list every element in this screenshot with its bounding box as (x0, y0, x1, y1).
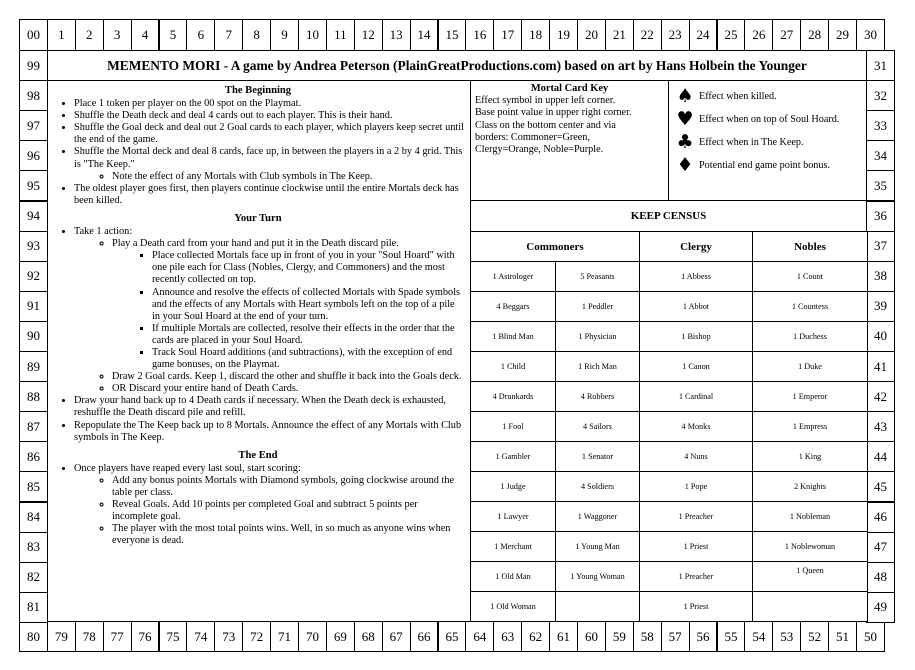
census-cell: 1 Priest (639, 591, 753, 622)
track-space: 73 (214, 621, 243, 652)
track-space: 42 (866, 381, 895, 412)
track-space: 52 (800, 621, 829, 652)
spade-icon: ♠ (676, 85, 694, 107)
census-cell: 1 Physician (555, 321, 640, 352)
track-space: 00 (19, 19, 48, 51)
census-cell: 1 Queen (752, 561, 868, 592)
census-cell: 4 Nuns (639, 441, 753, 472)
track-space: 39 (866, 291, 895, 322)
track-space: 1 (47, 19, 76, 51)
track-space: 95 (19, 170, 48, 201)
track-space: 45 (866, 471, 895, 502)
track-space: 90 (19, 321, 48, 352)
rule-subitem: ◦ The player with the most total points wins. Well, in so much as anyone wins when everyone is dead. (112, 523, 464, 547)
census-cell: 5 Peasants (555, 261, 640, 292)
census-cell: 1 Young Man (555, 531, 640, 562)
census-cell: 1 Priest (639, 531, 753, 562)
track-space: 40 (866, 321, 895, 352)
track-space: 67 (382, 621, 411, 652)
track-space: 14 (410, 19, 439, 51)
track-space: 5 (159, 19, 188, 51)
census-cell: 1 Empress (752, 411, 868, 442)
track-space: 37 (866, 231, 895, 262)
end-heading: The End (238, 449, 278, 461)
track-space: 83 (19, 532, 48, 563)
track-space: 16 (465, 19, 494, 51)
track-space: 29 (828, 19, 857, 51)
track-space: 46 (866, 502, 895, 533)
census-cell: 1 Blind Man (470, 321, 556, 352)
census-cell: 1 Old Man (470, 561, 556, 592)
rule-item: • Place 1 token per player on the 00 spot on the Playmat. (74, 98, 464, 110)
track-space: 47 (866, 532, 895, 563)
track-space: 58 (633, 621, 662, 652)
track-space: 27 (772, 19, 801, 51)
rule-item: • Shuffle the Goal deck and deal out 2 Goal cards to each player, which players keep secret until the end of the game. (74, 122, 464, 146)
census-cell: 1 Rich Man (555, 351, 640, 382)
track-space: 96 (19, 140, 48, 171)
census-cell: 1 Nobleman (752, 501, 868, 532)
track-space: 57 (661, 621, 690, 652)
rule-item: • Shuffle the Mortal deck and deal 8 cards, face up, in between the players in a 2 by 4 grid. This is "The Keep." ◦ Note the effect of any Mortals with Club symbols in The Keep. (74, 146, 464, 182)
track-space: 41 (866, 351, 895, 382)
rule-subitem: ◦ OR Discard your entire hand of Death Cards. (112, 383, 464, 395)
census-cell: 1 Old Woman (470, 591, 556, 622)
card-key-line: borders: Commoner=Green, (475, 131, 590, 143)
track-space: 61 (549, 621, 578, 652)
track-space: 91 (19, 291, 48, 322)
track-space: 21 (605, 19, 634, 51)
census-cell (752, 591, 868, 622)
census-cell: 1 Countess (752, 291, 868, 322)
census-cell: 1 Fool (470, 411, 556, 442)
suit-text: Effect when in The Keep. (699, 137, 804, 148)
track-space: 54 (744, 621, 773, 652)
track-space: 84 (19, 502, 48, 533)
track-space: 87 (19, 411, 48, 442)
census-category-header: Nobles (752, 231, 868, 262)
census-cell: 4 Sailors (555, 411, 640, 442)
track-space: 11 (326, 19, 355, 51)
census-cell: 1 Cardinal (639, 381, 753, 412)
track-space: 88 (19, 381, 48, 412)
rule-item: • Shuffle the Death deck and deal 4 cards out to each player. This is their hand. (74, 110, 464, 122)
census-cell: 1 Judge (470, 471, 556, 502)
track-space: 68 (354, 621, 383, 652)
rule-subitem: ◦ Reveal Goals. Add 10 points per completed Goal and subtract 5 points per incomplete goal. (112, 499, 464, 523)
rule-item: • Take 1 action: ◦ Play a Death card from your hand and put it in the Death discard pile. ▪ Place collected Mortals face up in front of you in your "Soul Hoard" with one pile each for Class (Nobles, Clergy, and Commoners) and the most recently collected on top. ▪ Announce and resolve the effects of collected Mortals with Spade symbols and the effects of any Mortals with Heart symbols left on the top of a pile in your Soul Hoard at the end of your turn. ▪ If multiple Mortals are collected, resolve their effects in the order that the cards are placed in your Soul Hoard. ▪ Track Soul Hoard additions (and subtractions), with the exception of end game bonuses, on the Playmat. ◦ Draw 2 Goal cards. Keep 1, discard the other and shuffle it back into the Goals deck. ◦ OR Discard your entire hand of Death Cards. (74, 226, 464, 395)
rule-subitem: ◦ Note the effect of any Mortals with Club symbols in The Keep. (112, 171, 464, 183)
rule-detail: ▪ If multiple Mortals are collected, resolve their effects in the order that the cards are placed in your Soul Hoard. (152, 323, 464, 347)
mortal-card-key (470, 80, 669, 201)
track-space: 59 (605, 621, 634, 652)
census-cell: 1 King (752, 441, 868, 472)
suit-text: Effect when on top of Soul Hoard. (699, 114, 840, 125)
census-cell: 1 Young Woman (555, 561, 640, 592)
track-space: 30 (856, 19, 885, 51)
census-cell: 1 Preacher (639, 561, 753, 592)
track-space: 9 (270, 19, 299, 51)
track-space: 31 (866, 50, 895, 81)
track-space: 28 (800, 19, 829, 51)
census-category-header: Commoners (470, 231, 640, 262)
rule-detail: ▪ Announce and resolve the effects of collected Mortals with Spade symbols and the effects of any Mortals with Heart symbols left on the top of a pile in your Soul Hoard at the end of your turn. (152, 287, 464, 323)
card-key-line: Base point value in upper right corner. (475, 107, 632, 119)
track-space: 70 (298, 621, 327, 652)
rule-item: • The oldest player goes first, then players continue clockwise until the entire Mortals deck has been killed. (74, 183, 464, 207)
card-key-line: Effect symbol in upper left corner. (475, 95, 616, 107)
track-space: 66 (410, 621, 439, 652)
census-cell: 4 Monks (639, 411, 753, 442)
rule-detail: ▪ Track Soul Hoard additions (and subtractions), with the exception of end game bonuses, on the Playmat. (152, 347, 464, 371)
track-space: 10 (298, 19, 327, 51)
track-space: 26 (744, 19, 773, 51)
track-space: 48 (866, 562, 895, 593)
census-cell: 1 Lawyer (470, 501, 556, 532)
track-space: 93 (19, 231, 48, 262)
census-cell: 1 Abbot (639, 291, 753, 322)
track-space: 56 (689, 621, 718, 652)
track-space: 34 (866, 140, 895, 171)
census-cell (555, 591, 640, 622)
rule-subitem: ◦ Add any bonus points Mortals with Diamond symbols, going clockwise around the table per class. (112, 475, 464, 499)
census-cell: 1 Duke (752, 351, 868, 382)
track-space: 94 (19, 201, 48, 232)
card-key-line: Clergy=Orange, Noble=Purple. (475, 144, 604, 156)
rule-item: • Repopulate the The Keep back up to 8 Mortals. Announce the effect of any Mortals with Club symbols in The Keep. (74, 420, 464, 444)
census-cell: 1 Merchant (470, 531, 556, 562)
track-space: 44 (866, 441, 895, 472)
census-cell: 4 Drunkards (470, 381, 556, 412)
keep-census-heading: KEEP CENSUS (470, 200, 867, 232)
suit-row (675, 131, 860, 154)
census-cell: 1 Bishop (639, 321, 753, 352)
suit-row (675, 154, 860, 177)
track-space: 72 (242, 621, 271, 652)
track-space: 4 (131, 19, 160, 51)
track-space: 7 (214, 19, 243, 51)
track-space: 65 (438, 621, 467, 652)
track-space: 8 (242, 19, 271, 51)
beginning-heading: The Beginning (224, 85, 292, 96)
track-space: 63 (493, 621, 522, 652)
track-space: 35 (866, 170, 895, 201)
track-space: 81 (19, 592, 48, 623)
track-space: 97 (19, 110, 48, 141)
club-icon: ♣ (676, 131, 694, 153)
census-cell: 1 Waggoner (555, 501, 640, 532)
rule-item: • Once players have reaped every last soul, start scoring: ◦ Add any bonus points Mortals with Diamond symbols, going clockwise around the table per class. ◦ Reveal Goals. Add 10 points per completed Goal and subtract 5 points per incomplete goal. ◦ The player with the most total points wins. Well, in so much as anyone wins when everyone is dead. (74, 463, 464, 548)
census-cell: 1 Preacher (639, 501, 753, 532)
suit-text: Effect when killed. (699, 91, 777, 102)
census-cell: 4 Robbers (555, 381, 640, 412)
track-space: 3 (103, 19, 132, 51)
track-space: 43 (866, 411, 895, 442)
rule-detail: ▪ Place collected Mortals face up in front of you in your "Soul Hoard" with one pile each for Class (Nobles, Clergy, and Commoners) and the most recently collected on top. (152, 250, 464, 286)
card-key-line: Class on the bottom center and via (475, 119, 616, 131)
census-category-header: Clergy (639, 231, 753, 262)
census-cell: 1 Count (752, 261, 868, 292)
track-space: 25 (717, 19, 746, 51)
track-space: 98 (19, 80, 48, 111)
census-cell: 1 Abbess (639, 261, 753, 292)
track-space: 62 (521, 621, 550, 652)
census-cell: 1 Canon (639, 351, 753, 382)
track-space: 74 (186, 621, 215, 652)
track-space: 33 (866, 110, 895, 141)
diamond-icon: ♦ (676, 154, 694, 176)
track-space: 82 (19, 562, 48, 593)
track-space: 15 (438, 19, 467, 51)
census-cell: 1 Gambler (470, 441, 556, 472)
census-cell: 1 Pope (639, 471, 753, 502)
track-space: 49 (866, 592, 895, 623)
heart-icon: ♥ (676, 108, 694, 130)
census-cell: 1 Peddler (555, 291, 640, 322)
track-space: 22 (633, 19, 662, 51)
track-space: 69 (326, 621, 355, 652)
census-cell: 1 Senator (555, 441, 640, 472)
card-key-heading: Mortal Card Key (530, 83, 609, 94)
track-space: 76 (131, 621, 160, 652)
track-space: 89 (19, 351, 48, 382)
track-space: 99 (19, 50, 48, 81)
census-cell: 1 Child (470, 351, 556, 382)
census-cell: 1 Noblewoman (752, 531, 868, 562)
track-space: 77 (103, 621, 132, 652)
turn-heading: Your Turn (234, 212, 282, 224)
suit-row (675, 85, 860, 108)
track-space: 12 (354, 19, 383, 51)
track-space: 92 (19, 261, 48, 292)
track-space: 64 (465, 621, 494, 652)
suit-row (675, 108, 860, 131)
track-space: 13 (382, 19, 411, 51)
track-space: 51 (828, 621, 857, 652)
track-space: 19 (549, 19, 578, 51)
track-space: 18 (521, 19, 550, 51)
track-space: 50 (856, 621, 885, 652)
track-space: 79 (47, 621, 76, 652)
track-space: 38 (866, 261, 895, 292)
rules-panel (47, 80, 471, 622)
census-cell: 1 Emperor (752, 381, 868, 412)
census-cell: 1 Duchess (752, 321, 868, 352)
rule-subitem: ◦ Draw 2 Goal cards. Keep 1, discard the other and shuffle it back into the Goals deck. (112, 371, 464, 383)
track-space: 36 (866, 201, 895, 232)
track-space: 86 (19, 441, 48, 472)
census-cell: 4 Soldiers (555, 471, 640, 502)
rule-item: • Draw your hand back up to 4 Death cards if necessary. When the Death deck is exhausted, reshuffle the Death discard pile and refill. (74, 395, 464, 419)
suit-legend (668, 80, 867, 201)
track-space: 53 (772, 621, 801, 652)
track-space: 6 (186, 19, 215, 51)
track-space: 75 (159, 621, 188, 652)
track-space: 23 (661, 19, 690, 51)
census-cell: 4 Beggars (470, 291, 556, 322)
track-space: 32 (866, 80, 895, 111)
track-space: 24 (689, 19, 718, 51)
rule-subitem: ◦ Play a Death card from your hand and put it in the Death discard pile. ▪ Place collected Mortals face up in front of you in your "Soul Hoard" with one pile each for Class (Nobles, Clergy, and Commoners) and the most recently collected on top. ▪ Announce and resolve the effects of collected Mortals with Spade symbols and the effects of any Mortals with Heart symbols left on the top of a pile in your Soul Hoard at the end of your turn. ▪ If multiple Mortals are collected, resolve their effects in the order that the cards are placed in your Soul Hoard. ▪ Track Soul Hoard additions (and subtractions), with the exception of end game bonuses, on the Playmat. (112, 238, 464, 371)
track-space: 71 (270, 621, 299, 652)
game-title: MEMENTO MORI - A game by Andrea Peterson (PlainGreatProductions.com) based on art by Hans Holbein the Younger (47, 50, 867, 81)
track-space: 60 (577, 621, 606, 652)
track-space: 20 (577, 19, 606, 51)
suit-text: Potential end game point bonus. (699, 160, 831, 171)
track-space: 17 (493, 19, 522, 51)
track-space: 55 (717, 621, 746, 652)
track-space: 85 (19, 471, 48, 502)
census-cell: 2 Knights (752, 471, 868, 502)
census-cell: 1 Astrologer (470, 261, 556, 292)
track-space: 2 (75, 19, 104, 51)
track-space: 78 (75, 621, 104, 652)
track-space: 80 (19, 621, 48, 652)
